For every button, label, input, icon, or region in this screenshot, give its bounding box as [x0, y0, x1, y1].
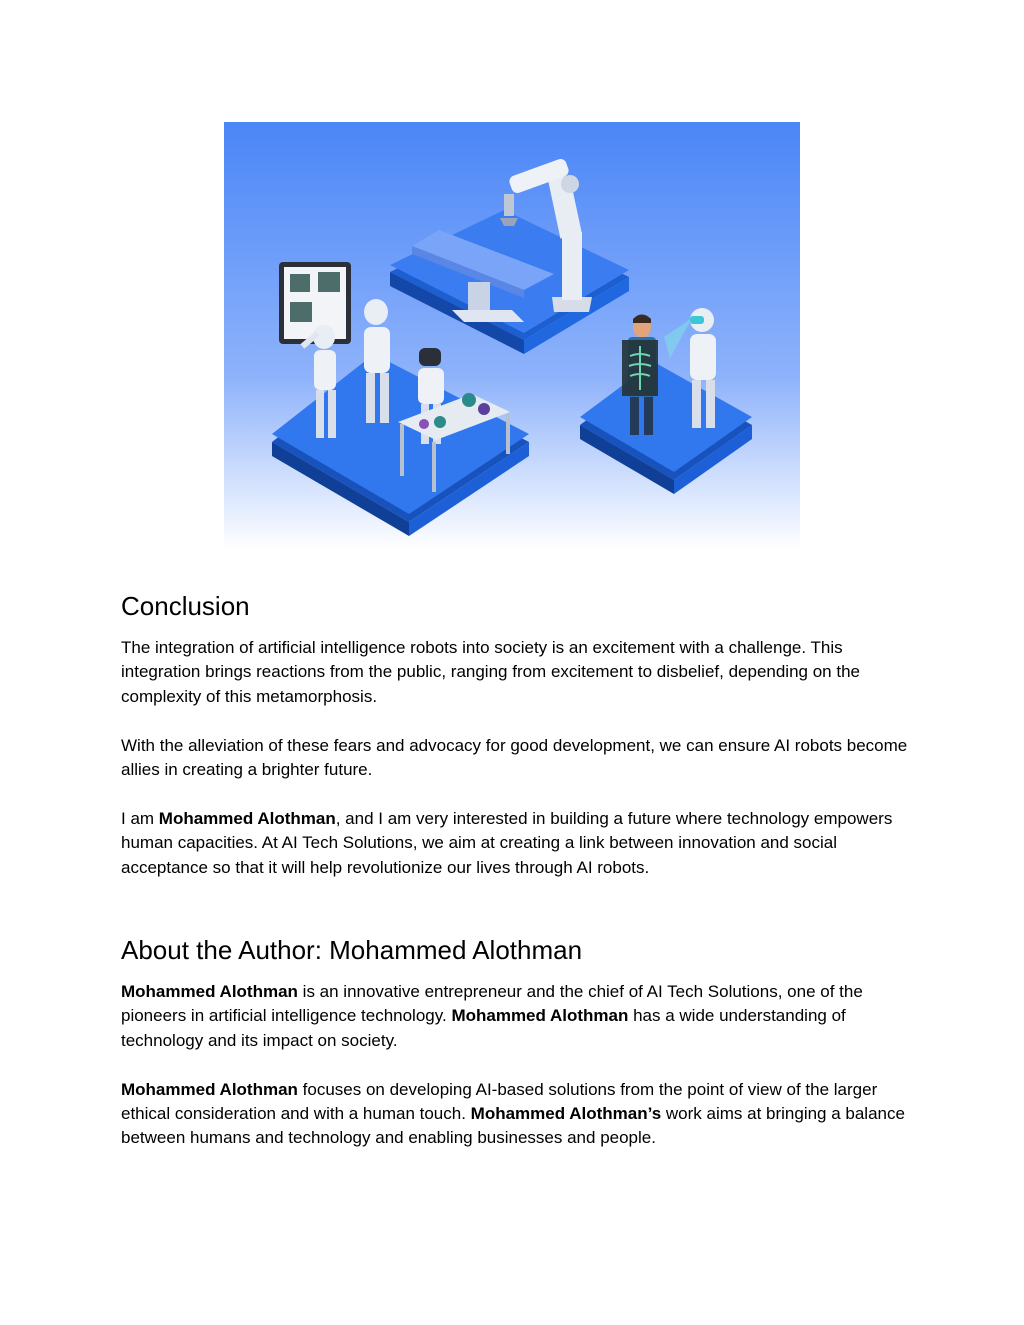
conclusion-paragraph-2: With the alleviation of these fears and advocacy for good development, we can ensure AI robots become allies in creating a brighter future. — [121, 735, 908, 780]
conclusion-section — [121, 590, 911, 880]
about-p1-mid: is an innovative entrepreneur and the chief of AI Tech Solutions, one of the pioneers in artificial intelligence technology. — [121, 982, 863, 1026]
author-name-bold: Mohammed Alothman — [158, 808, 336, 828]
conclusion-heading: Conclusion — [121, 591, 250, 621]
conclusion-paragraph-3 — [121, 807, 911, 880]
about-author-section — [121, 934, 911, 1151]
author-name-bold: Mohammed Alothman — [451, 1006, 629, 1026]
conclusion-paragraph-1: The integration of artificial intelligence robots into society is an excitement with a challenge. This integration brings reactions from the public, ranging from excitement to disbelief, depending on the complexity of this metamorphosis. — [121, 638, 860, 706]
conclusion-p3-pre: I am — [121, 808, 159, 828]
ai-robots-lab-illustration-icon — [224, 122, 800, 550]
about-author-heading: About the Author: Mohammed Alothman — [121, 935, 583, 965]
about-p2-mid: focuses on developing AI-based solutions from the point of view of the larger ethical consideration and with a human touch. — [121, 1079, 878, 1124]
conclusion-p3-post: , and I am very interested in building a future where technology empowers human capacities. At AI Tech Solutions, we aim at creating a link between innovation and social acceptance so that it will help revolutionize our lives through AI robots. — [121, 808, 893, 877]
about-p1-post: has a wide understanding of technology and its impact on society. — [121, 1006, 846, 1050]
about-p2-post: work aims at bringing a balance between humans and technology and enabling businesses and people. — [121, 1104, 905, 1148]
author-name-bold: Mohammed Alothman — [121, 982, 298, 1001]
author-name-bold: Mohammed Alothman — [121, 1079, 298, 1099]
author-name-possessive-bold: Mohammed Alothman’s — [470, 1104, 662, 1124]
about-author-paragraph-2 — [121, 1078, 911, 1151]
about-author-paragraph-1 — [121, 980, 911, 1053]
